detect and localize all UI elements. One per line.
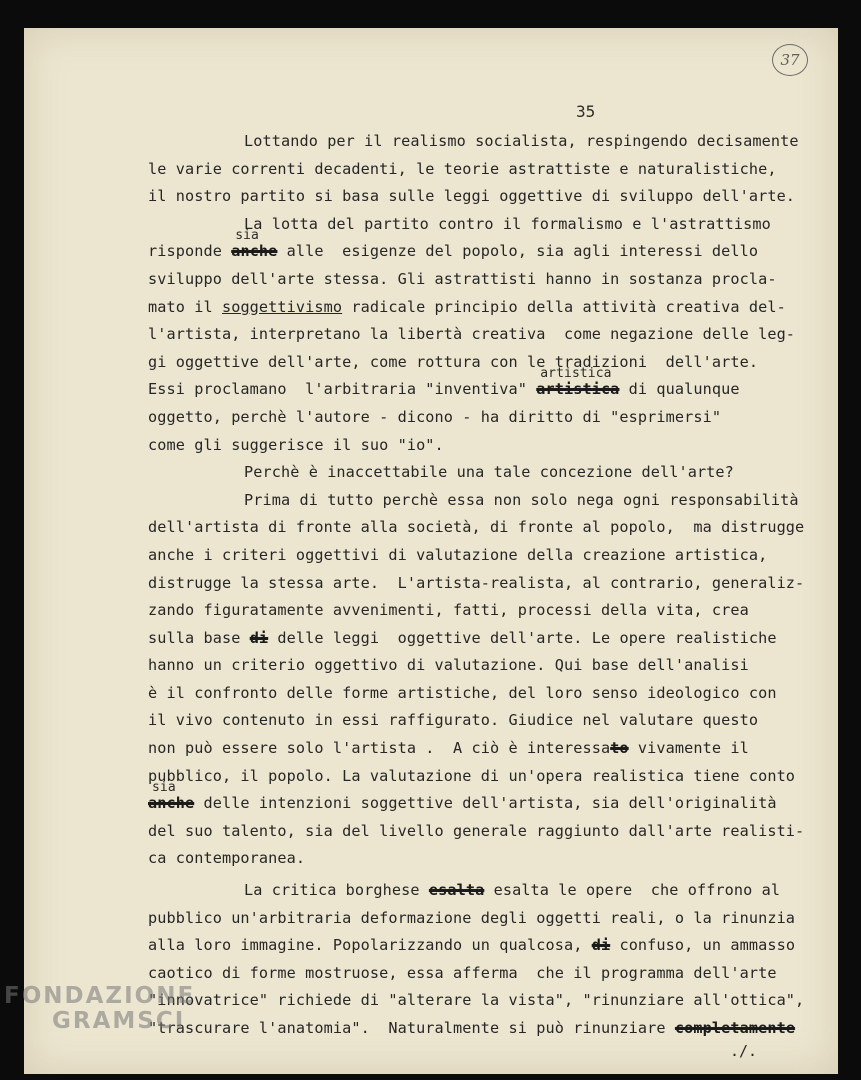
text-fragment: delle intenzioni soggettive dell'artista, sia dell'originalità xyxy=(194,794,777,813)
archive-watermark-logo xyxy=(4,984,195,1034)
struck-word: to xyxy=(610,739,629,758)
text-fragment: confuso, un ammasso xyxy=(610,936,796,955)
text-line xyxy=(148,228,838,266)
text-line: oggetto, perchè l'autore - dicono - ha diritto di "esprimersi" xyxy=(148,407,722,426)
watermark-line: FONDAZIONE xyxy=(4,983,196,1009)
text-fragment: alla loro immagine. Popolarizzando un qualcosa, xyxy=(148,936,592,955)
text-line: Prima di tutto perchè essa non solo nega ogni responsabilità xyxy=(244,490,799,509)
text-fragment: Essi proclamano l'arbitraria "inventiva" xyxy=(148,380,537,399)
text-line: l'artista, interpretano la libertà creativa come negazione delle leg- xyxy=(148,325,796,344)
text-line xyxy=(148,780,838,818)
text-line xyxy=(148,932,838,960)
struck-word: completamente xyxy=(674,1019,796,1037)
watermark-line: GRAMSCI xyxy=(52,1008,186,1034)
struck-word: di xyxy=(591,936,611,955)
text-line: La lotta del partito contro il formalismo e l'astrattismo xyxy=(244,214,771,233)
text-line: è il confronto delle forme artistiche, del loro senso ideologico con xyxy=(148,683,777,702)
inserted-word: artistica xyxy=(540,366,612,382)
correction xyxy=(536,366,620,399)
text-line: del suo talento, sia del livello generale raggiunto dall'arte realisti- xyxy=(148,821,805,840)
text-line xyxy=(148,366,838,404)
struck-word: di xyxy=(249,628,269,647)
struck-word: anche xyxy=(231,242,278,261)
text-fragment: vivamente il xyxy=(628,739,749,758)
text-line: ca contemporanea. xyxy=(148,849,306,868)
page-number: 35 xyxy=(576,102,596,121)
text-fragment: esalta le opere che offrono al xyxy=(484,881,781,900)
text-fragment: mato il xyxy=(148,297,222,316)
text-fragment: di qualunque xyxy=(619,380,740,399)
text-line: anche i criteri oggettivi di valutazione della creazione artistica, xyxy=(148,545,768,564)
text-line: zando figuratamente avvenimenti, fatti, processi della vita, crea xyxy=(148,601,749,620)
text-line: il nostro partito si basa sulle leggi oggettive di sviluppo dell'arte. xyxy=(148,187,796,206)
text-line xyxy=(148,735,838,763)
inserted-word: sia xyxy=(235,228,259,244)
typewritten-text xyxy=(148,128,838,1043)
text-line: "innovatrice" richiede di "alterare la vista", "rinunziare all'ottica", xyxy=(148,991,805,1010)
struck-word: esalta xyxy=(428,881,485,900)
continuation-mark: ./. xyxy=(730,1042,758,1060)
text-fragment: non può essere solo l'artista . A ciò è interessa xyxy=(148,739,611,758)
document-page xyxy=(24,28,838,1074)
text-line xyxy=(148,877,838,905)
text-line: come gli suggerisce il suo "io". xyxy=(148,435,444,454)
archive-number-stamp: 37 xyxy=(772,44,808,76)
text-fragment: alle esigenze del popolo, sia agli interessi dello xyxy=(277,242,759,261)
correction xyxy=(148,780,195,813)
inserted-word: sia xyxy=(152,780,176,796)
text-line: le varie correnti decadenti, le teorie astrattiste e naturalistiche, xyxy=(148,159,777,178)
text-fragment: risponde xyxy=(148,242,232,261)
text-line: pubblico, il popolo. La valutazione di un'opera realistica tiene conto xyxy=(148,766,796,785)
text-line: hanno un criterio oggettivo di valutazione. Qui base dell'analisi xyxy=(148,656,749,675)
text-fragment: radicale principio della attività creativa del- xyxy=(342,297,786,316)
text-line: dell'artista di fronte alla società, di fronte al popolo, ma distrugge xyxy=(148,518,805,537)
text-line: caotico di forme mostruose, essa afferma che il programma dell'arte xyxy=(148,963,777,982)
text-line: distrugge la stessa arte. L'artista-realista, al contrario, generaliz- xyxy=(148,573,805,592)
text-fragment: delle leggi oggettive dell'arte. Le opere realistiche xyxy=(268,628,777,647)
text-line: pubblico un'arbitraria deformazione degli oggetti reali, o la rinunzia xyxy=(148,908,796,927)
text-line xyxy=(148,625,838,653)
text-line xyxy=(148,294,838,322)
text-line: gi oggettive dell'arte, come rottura con le tradizioni dell'arte. xyxy=(148,352,759,371)
text-fragment: "trascurare l'anatomia". Naturalmente si può rinunziare xyxy=(148,1019,675,1037)
text-line xyxy=(148,1015,838,1043)
struck-word: artistica xyxy=(536,380,620,399)
underlined-word: soggettivismo xyxy=(221,297,343,316)
correction xyxy=(231,228,278,261)
text-line: Perchè è inaccettabile una tale concezione dell'arte? xyxy=(244,463,734,482)
text-line: sviluppo dell'arte stessa. Gli astrattisti hanno in sostanza procla- xyxy=(148,269,777,288)
text-line: Lottando per il realismo socialista, respingendo decisamente xyxy=(244,132,799,150)
text-fragment: sulla base xyxy=(148,628,250,647)
text-line: il vivo contenuto in essi raffigurato. Giudice nel valutare questo xyxy=(148,711,759,730)
struck-word: anche xyxy=(148,794,195,813)
text-fragment: La critica borghese xyxy=(244,881,429,900)
